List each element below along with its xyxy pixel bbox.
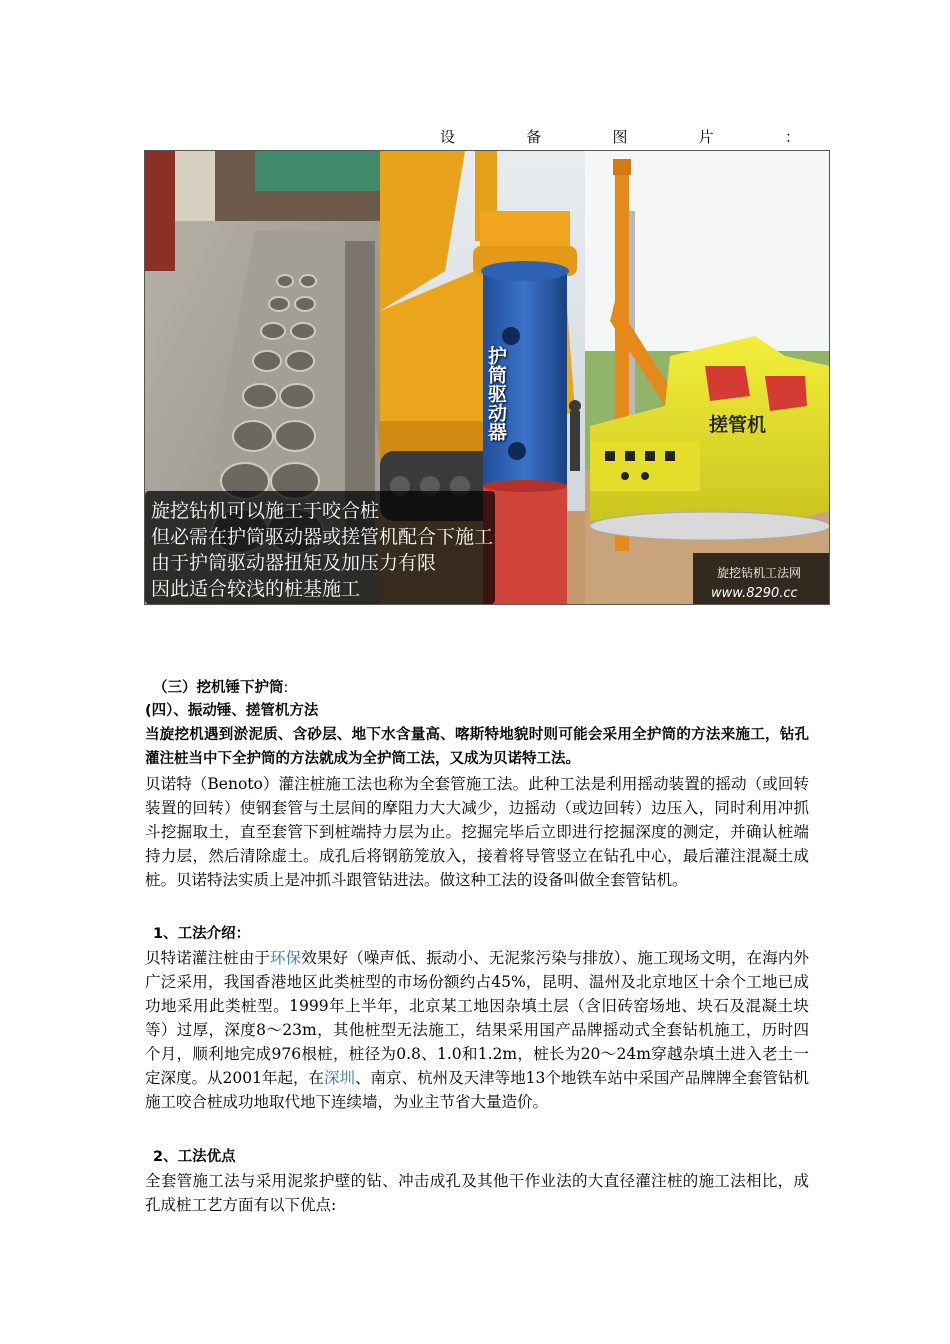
overlay-line: 由于护筒驱动器扭矩及加压力有限 (151, 552, 437, 574)
overlay-line: 但必需在护筒驱动器或搓管机配合下施工 (151, 526, 494, 548)
caption-char: 片 (698, 128, 714, 146)
advantages-paragraph: 全套管施工法与采用泥浆护壁的钻、冲击成孔及其他干作业法的大直径灌注桩的施工法相比，成孔成桩工艺方面有以下优点: (145, 1172, 809, 1214)
caption-overlay (145, 491, 495, 604)
method-intro-heading: 1、工法介绍： (153, 926, 251, 942)
oscillator-photo (585, 151, 829, 604)
section-3-colon: : (283, 680, 289, 696)
p1-text-b: 效果好（噪声低、振动小、无泥浆污染与排放）、施工现场文明，在海内外广泛采用，我国香港地区此类桩型的市场份额约占45%，昆明、温州及北京地区十余个工地已成功地采用此类桩型。1999年上半年，北京某工地因杂填土层（含旧砖窑场地、块石及混凝土块等）过厚，深度8～23m，其他桩型无法施工，结果采用国产品牌摇动式全套钻机施工，历时四个月，顺利地完成976根桩，桩径为0.8、1.0和1.2m，桩长为20～24m穿越杂填土进入老土一定深度。从2001年起，在 (145, 949, 809, 1087)
method-intro-paragraph (145, 946, 809, 1114)
label-casing-driver: 护筒驱动器 (485, 346, 507, 441)
link-huanbao[interactable]: 环保 (270, 949, 302, 967)
intro-paragraph: 贝诺特（Benoto）灌注桩施工法也称为全套管施工法。此种工法是利用摇动装置的摇动（或回转装置的回转）使钢套管与土层间的摩阻力大大减少，边摇动（或边回转）边压入，同时利用冲抓斗挖掘取土，直至套管下到桩端持力层为止。挖掘完毕后立即进行挖掘深度的测定，并确认桩端持力层，然后清除虚土。成孔后将钢筋笼放入，接着将导管竖立在钻孔中心，最后灌注混凝土成桩。贝诺特法实质上是冲抓斗跟管钻进法。做这种工法的设备叫做全套管钻机。 (145, 775, 809, 889)
section-4-heading: (四）、振动锤、搓管机方法 (145, 703, 319, 719)
watermark-text: 旋挖钻机工法网 (717, 566, 802, 580)
caption-char: ： (784, 128, 800, 146)
link-shenzhen[interactable]: 深圳 (324, 1069, 356, 1087)
advantages-heading: 2、工法优点 (153, 1149, 236, 1165)
p1-text-c: 、南京、杭州及天津等地13个地铁车站中采国产品牌牌全套管钻机施工咬合桩成功地取代地下连续墙，为业主节省大量造价。 (145, 1069, 809, 1111)
overlay-line: 旋挖钻机可以施工于咬合桩 (151, 500, 380, 522)
watermark (693, 553, 829, 604)
section-3-heading (153, 676, 817, 700)
overlay-line: 因此适合较浅的桩基施工 (151, 578, 361, 600)
caption-char: 设 (440, 128, 456, 146)
bold-paragraph: 当旋挖机遇到淤泥质、含砂层、地下水含量高、喀斯特地貌时则可能会采用全护筒的方法来施工，钻孔灌注桩当中下全护筒的方法就成为全护筒工法，又成为贝诺特工法。 (145, 727, 809, 767)
caption-char: 备 (526, 128, 542, 146)
figure-caption (440, 126, 800, 147)
label-oscillator: 搓管机 (709, 414, 767, 436)
watermark-url: www.8290.cc (711, 586, 798, 601)
section-3-heading-text: （三）挖机锤下护筒 (153, 680, 284, 696)
caption-char: 图 (612, 128, 628, 146)
p1-text-a: 贝特诺灌注桩由于 (145, 949, 270, 967)
equipment-photo (144, 150, 830, 605)
